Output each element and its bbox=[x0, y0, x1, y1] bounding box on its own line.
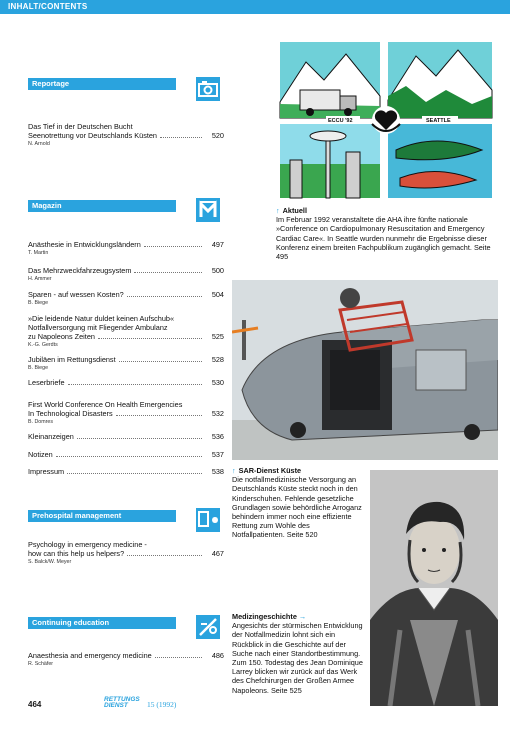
toc-title: Notizen bbox=[28, 450, 53, 459]
header-bar bbox=[0, 0, 510, 14]
caption-aktuell bbox=[276, 206, 498, 261]
toc-entry[interactable] bbox=[28, 266, 224, 282]
larrey-portrait bbox=[370, 470, 498, 706]
eccu-poster-image bbox=[276, 40, 496, 202]
logo-line-1: RETTUNGS bbox=[104, 696, 140, 703]
toc-page: 467 bbox=[211, 549, 224, 558]
medical-star-icon bbox=[196, 508, 220, 532]
helicopter-photo bbox=[232, 280, 498, 460]
caption-heading: SAR-Dienst Küste bbox=[238, 466, 302, 475]
dotted-leader bbox=[116, 415, 202, 416]
toc-author: K.-G. Gerdts bbox=[28, 342, 58, 348]
section-title: Reportage bbox=[32, 79, 70, 88]
toc-author: N. Arnold bbox=[28, 141, 50, 147]
dotted-leader bbox=[119, 361, 202, 362]
toc-page: 537 bbox=[211, 450, 224, 459]
toc-title: Leserbriefe bbox=[28, 378, 65, 387]
toc-entry[interactable] bbox=[28, 122, 224, 147]
arrow-right-icon: → bbox=[298, 612, 307, 621]
dotted-leader bbox=[155, 657, 202, 658]
toc-entry[interactable] bbox=[28, 651, 224, 667]
toc-entry[interactable] bbox=[28, 355, 224, 371]
toc-page: 520 bbox=[211, 131, 224, 140]
section-bar-prehospital bbox=[28, 510, 176, 522]
poster-label-right: SEATTLE bbox=[426, 118, 451, 124]
toc-title: Jubiläen im Rettungsdienst bbox=[28, 355, 116, 364]
dotted-leader bbox=[127, 296, 202, 297]
magazine-icon bbox=[196, 198, 220, 222]
dotted-leader bbox=[68, 384, 202, 385]
toc-title: »Die leidende Natur duldet keinen Aufschub« Notfallversorgung mit Fliegender Ambulanz zu Napoleons Zeiten bbox=[28, 314, 175, 341]
arrow-up-icon: ↑ bbox=[276, 206, 280, 215]
toc-entry[interactable] bbox=[28, 467, 224, 476]
toc-entry[interactable] bbox=[28, 432, 224, 441]
toc-title: Kleinanzeigen bbox=[28, 432, 74, 441]
section-bar-magazin bbox=[28, 200, 176, 212]
toc-title: First World Conference On Health Emergencies In Technological Disasters bbox=[28, 400, 183, 418]
toc-entry[interactable] bbox=[28, 290, 224, 306]
caption-medizingeschichte bbox=[232, 612, 364, 695]
caption-body: Angesichts der stürmischen Entwicklung der Notfallmedizin lohnt sich ein Rückblick in die Geschichte auf der Suche nach einer Standortbestimmung. Zum 150. Todestag des Jean Dominique Larrey blicken wir zurück auf das Werk des Chefchirurgen der Großen Armee Napoleons. Seite 525 bbox=[232, 621, 363, 695]
caption-heading: Medizingeschichte bbox=[232, 612, 297, 621]
dotted-leader bbox=[134, 272, 202, 273]
toc-page: 536 bbox=[211, 432, 224, 441]
toc-entry[interactable] bbox=[28, 450, 224, 459]
section-title: Continuing education bbox=[32, 618, 110, 627]
section-bar-continuing bbox=[28, 617, 176, 629]
issue-label: 15 (1992) bbox=[147, 700, 177, 709]
education-icon bbox=[196, 615, 220, 639]
toc-title: Impressum bbox=[28, 467, 65, 476]
rettungsdienst-logo bbox=[104, 697, 140, 709]
toc-page: 486 bbox=[211, 651, 224, 660]
toc-title: Das Mehrzweckfahrzeugsystem bbox=[28, 266, 132, 275]
toc-author: S. Balck/W. Meyer bbox=[28, 559, 72, 565]
toc-page: 500 bbox=[211, 266, 224, 275]
toc-author: B. Biege bbox=[28, 365, 49, 371]
toc-author: R. Schäfer bbox=[28, 661, 54, 667]
caption-body: Die notfallmedizinische Versorgung an Deutschlands Küste steckt noch in den Kinderschuhen. Fehlende gesetzliche Grundlagen sowie behördliche Arroganz behindern immer noch eine effiziente Rettung zum Wohle des Notfallpatienten. Seite 520 bbox=[232, 475, 362, 540]
dotted-leader bbox=[98, 338, 202, 339]
toc-entry[interactable] bbox=[28, 400, 224, 425]
toc-entry[interactable] bbox=[28, 314, 224, 348]
arrow-up-icon: ↑ bbox=[232, 466, 236, 475]
toc-title: Anästhesie in Entwicklungsländern bbox=[28, 240, 141, 249]
page-number: 464 bbox=[28, 700, 42, 709]
toc-author: T. Martin bbox=[28, 250, 49, 256]
toc-entry[interactable] bbox=[28, 378, 224, 387]
dotted-leader bbox=[160, 137, 202, 138]
toc-page: 497 bbox=[211, 240, 224, 249]
toc-title: Psychology in emergency medicine - how can this help us helpers? bbox=[28, 540, 147, 558]
toc-entry[interactable] bbox=[28, 240, 224, 256]
toc-title: Anaesthesia and emergency medicine bbox=[28, 651, 152, 660]
toc-entry[interactable] bbox=[28, 540, 224, 565]
toc-title: Sparen - auf wessen Kosten? bbox=[28, 290, 124, 299]
toc-author: B. Domres bbox=[28, 419, 54, 425]
logo-line-2: DIENST bbox=[104, 702, 128, 709]
header-label: INHALT/CONTENTS bbox=[8, 2, 88, 11]
dotted-leader bbox=[144, 246, 202, 247]
dotted-leader bbox=[77, 438, 202, 439]
toc-page: 530 bbox=[211, 378, 224, 387]
toc-page: 504 bbox=[211, 290, 224, 299]
section-title: Magazin bbox=[32, 201, 62, 210]
toc-page: 532 bbox=[211, 409, 224, 418]
section-bar-reportage bbox=[28, 78, 176, 90]
caption-body: Im Februar 1992 veranstaltete die AHA ihre fünfte nationale »Conference on Cardiopulmonary Resuscitation and Emergency Cardiac Care«. In Seattle wurden nunmehr die Ergebnisse dieser Konferenz einem breiten Fachpublikum zugänglich gemacht. Seite 495 bbox=[276, 215, 491, 262]
camera-icon bbox=[196, 77, 220, 101]
dotted-leader bbox=[127, 555, 202, 556]
dotted-leader bbox=[56, 456, 202, 457]
dotted-leader bbox=[67, 473, 202, 474]
toc-author: B. Biege bbox=[28, 300, 49, 306]
poster-label-left: ECCU '92 bbox=[328, 118, 353, 124]
toc-title: Das Tief in der Deutschen Bucht Seenotrettung vor Deutschlands Küsten bbox=[28, 122, 157, 140]
section-title: Prehospital management bbox=[32, 511, 122, 520]
toc-page: 525 bbox=[211, 332, 224, 341]
caption-sar bbox=[232, 466, 362, 540]
toc-page: 528 bbox=[211, 355, 224, 364]
toc-page: 538 bbox=[211, 467, 224, 476]
caption-heading: Aktuell bbox=[282, 206, 307, 215]
toc-author: H. Ammer bbox=[28, 276, 52, 282]
